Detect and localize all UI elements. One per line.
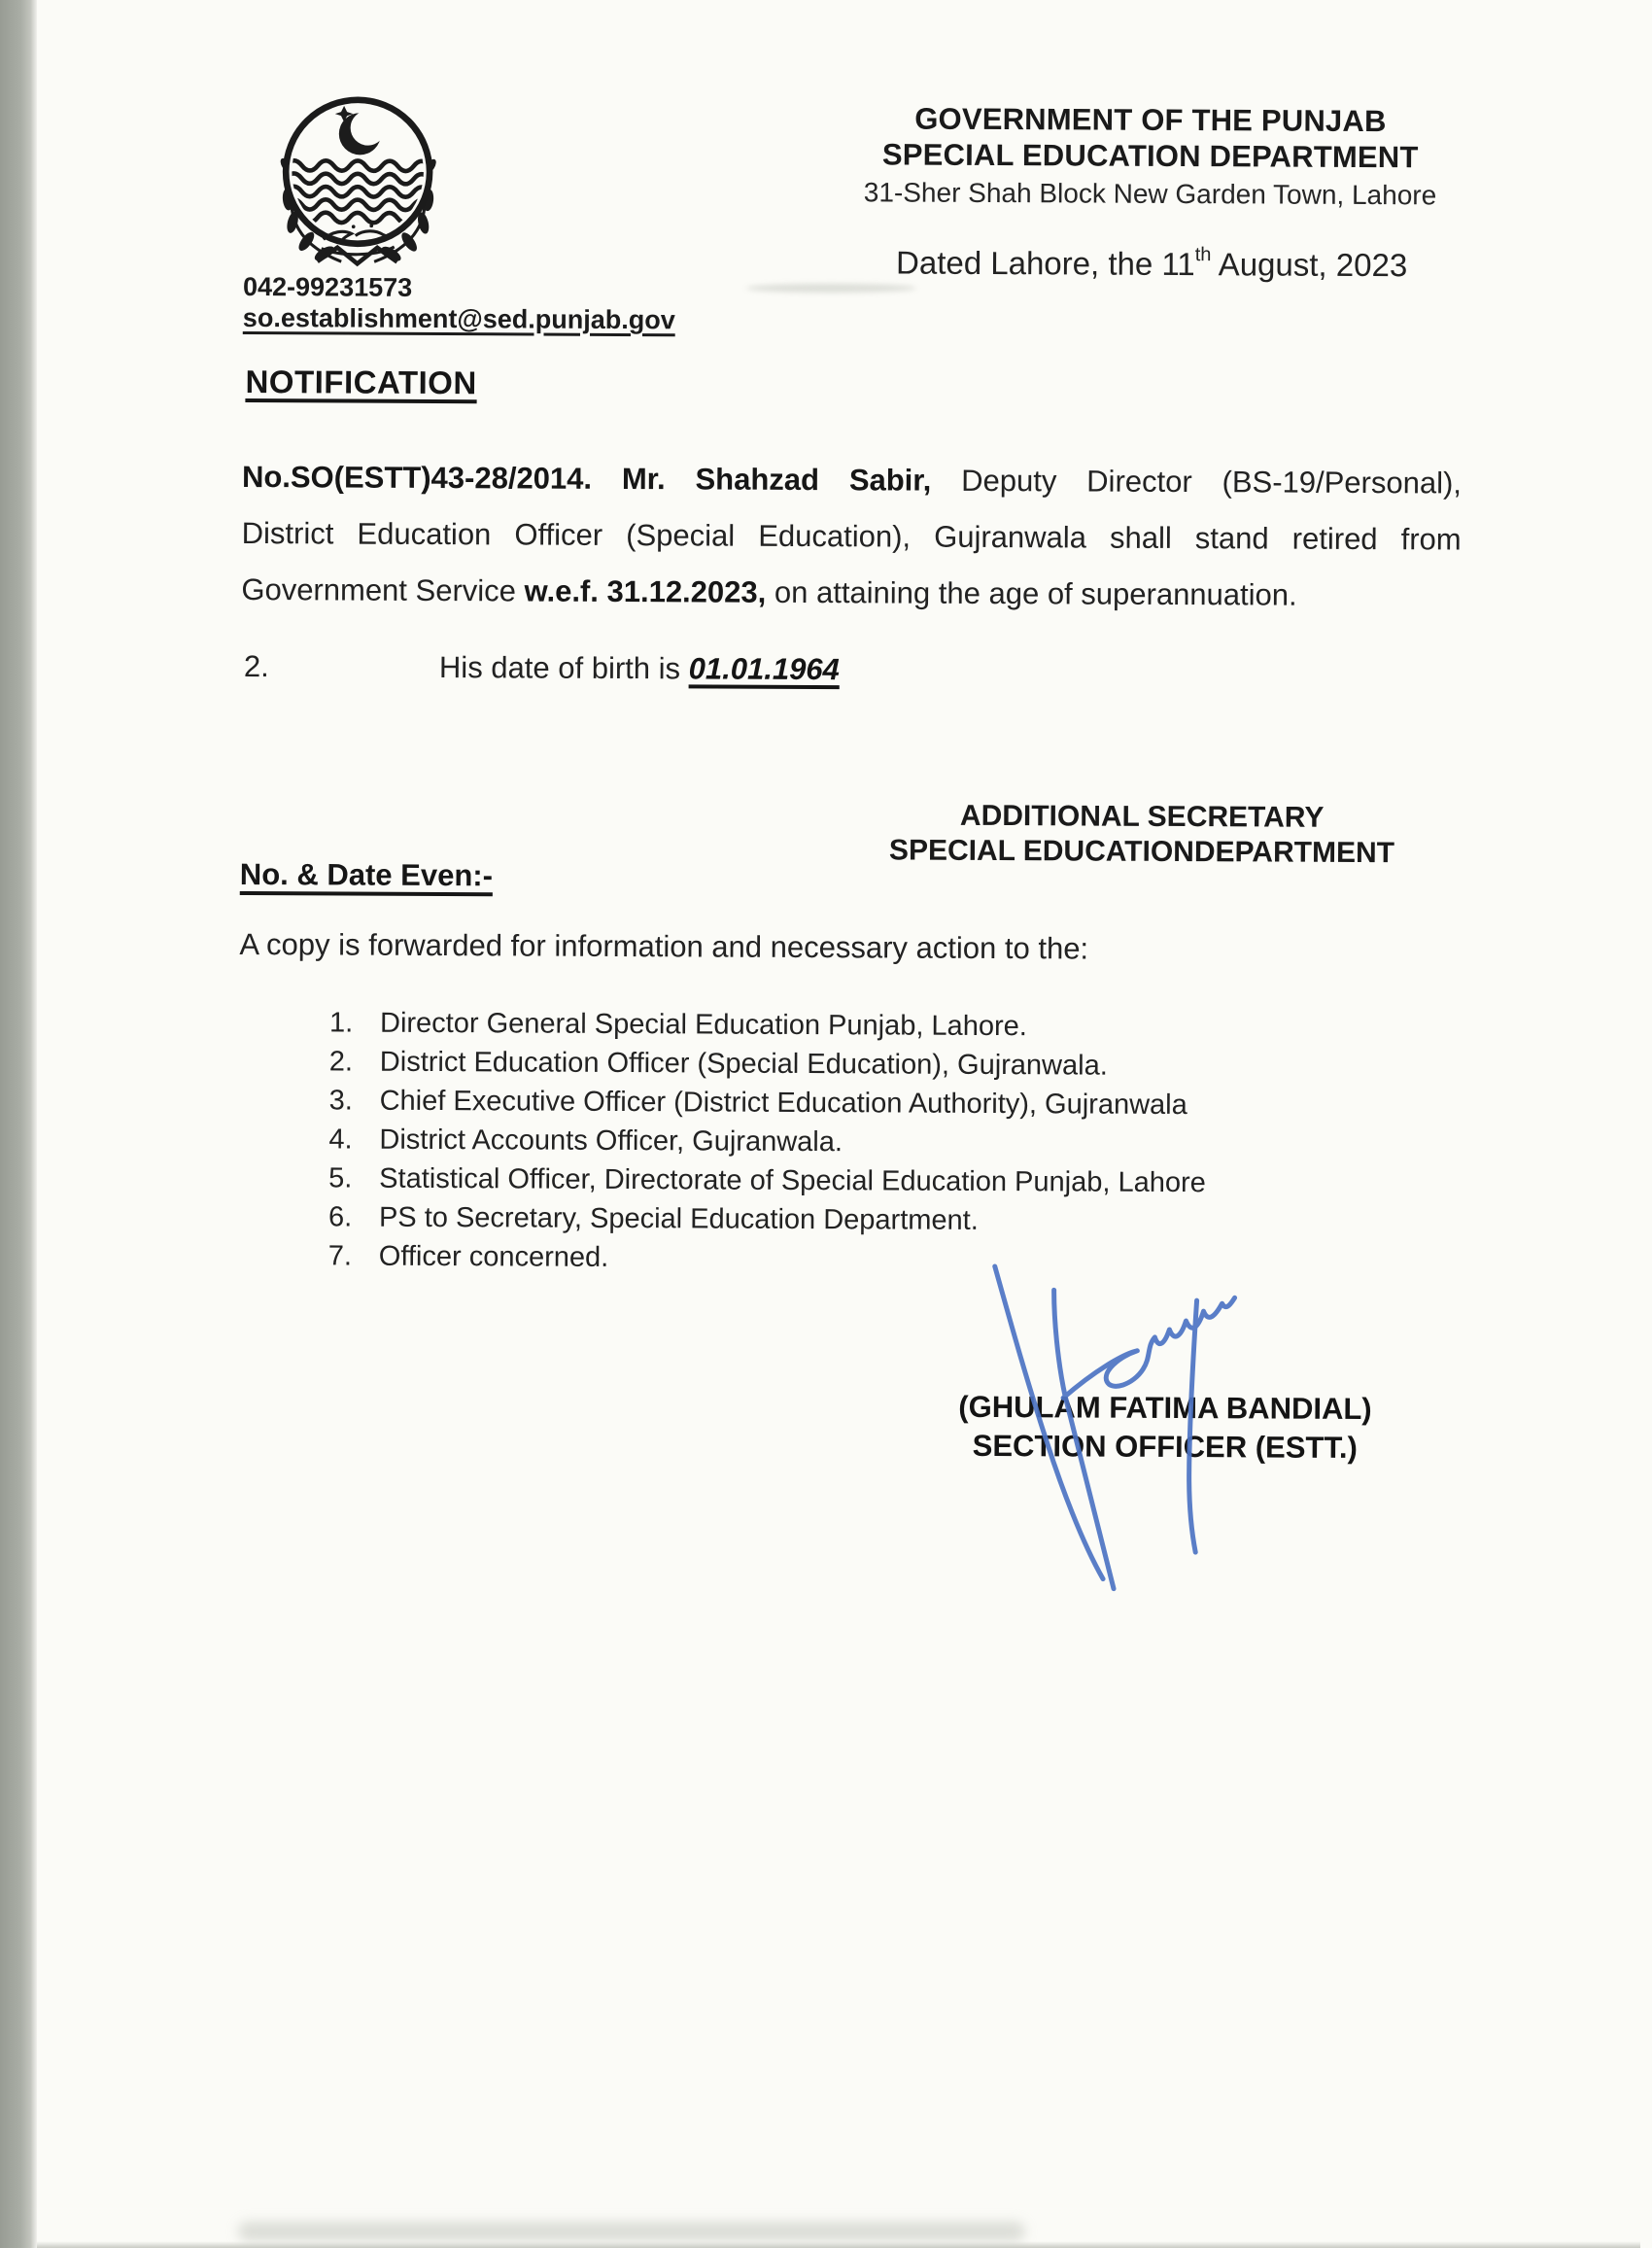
scan-smudge <box>746 284 916 293</box>
signing-authority-title: ADDITIONAL SECRETARY <box>959 799 1325 834</box>
email-address: so.establishment@sed.punjab.gov <box>242 302 675 335</box>
notification-body <box>241 449 1462 625</box>
scan-edge-right <box>1640 0 1652 2248</box>
body-line-2: District Education Officer (Special Education), Gujranwala shall stand retired from <box>241 515 1462 557</box>
recipients-list <box>328 1003 1476 1281</box>
signing-authority-block <box>850 798 1433 871</box>
dated-line: Dated Lahore, the 11th August, 2023 <box>895 244 1408 284</box>
notification-title: NOTIFICATION <box>245 363 477 401</box>
signing-authority-department: SPECIAL EDUCATIONDEPARTMENT <box>888 834 1395 870</box>
list-item: 7. Officer concerned. <box>327 1240 609 1273</box>
scan-edge-left <box>0 0 37 2248</box>
list-item: 1. Director General Special Education Punjab, Lahore. <box>328 1007 1027 1043</box>
signatory-title: SECTION OFFICER (ESTT.) <box>972 1428 1358 1465</box>
government-name: GOVERNMENT OF THE PUNJAB <box>914 101 1387 139</box>
scan-smudge <box>238 2222 1025 2241</box>
list-item: 4. District Accounts Officer, Gujranwala. <box>328 1124 843 1159</box>
list-item: 2. District Education Officer (Special Education), Gujranwala. <box>328 1046 1108 1082</box>
date-of-birth-value: 01.01.1964 <box>688 651 840 687</box>
scan-edge-bottom <box>37 2241 1640 2248</box>
list-item: 5. Statistical Officer, Directorate of Special Education Punjab, Lahore <box>328 1162 1206 1199</box>
letterhead <box>853 100 1447 213</box>
date-ordinal: th <box>1194 244 1212 266</box>
signatory-name: (GHULAM FATIMA BANDIAL) <box>958 1389 1372 1427</box>
department-address: 31-Sher Shah Block New Garden Town, Lahore <box>863 177 1437 211</box>
forwarding-line: A copy is forwarded for information and necessary action to the: <box>239 926 1089 966</box>
paragraph-2-number: 2. <box>243 648 269 684</box>
list-item: 6. PS to Secretary, Special Education Department. <box>327 1201 979 1236</box>
date-of-birth-line: His date of birth is 01.01.1964 <box>438 650 840 687</box>
handwritten-signature <box>916 1248 1453 1601</box>
phone-number: 042-99231573 <box>242 271 413 302</box>
department-name: SPECIAL EDUCATION DEPARTMENT <box>881 137 1419 175</box>
body-line-3: Government Service w.e.f. 31.12.2023, on attaining the age of superannuation. <box>241 571 1297 612</box>
punjab-government-emblem-logo <box>255 89 462 275</box>
reference-heading: No. & Date Even:- <box>239 856 494 893</box>
body-line-1: No.SO(ESTT)43-28/2014. Mr. Shahzad Sabir, Deputy Director (BS-19/Personal), <box>241 459 1463 501</box>
list-item: 3. Chief Executive Officer (District Education Authority), Gujranwala <box>328 1085 1187 1122</box>
